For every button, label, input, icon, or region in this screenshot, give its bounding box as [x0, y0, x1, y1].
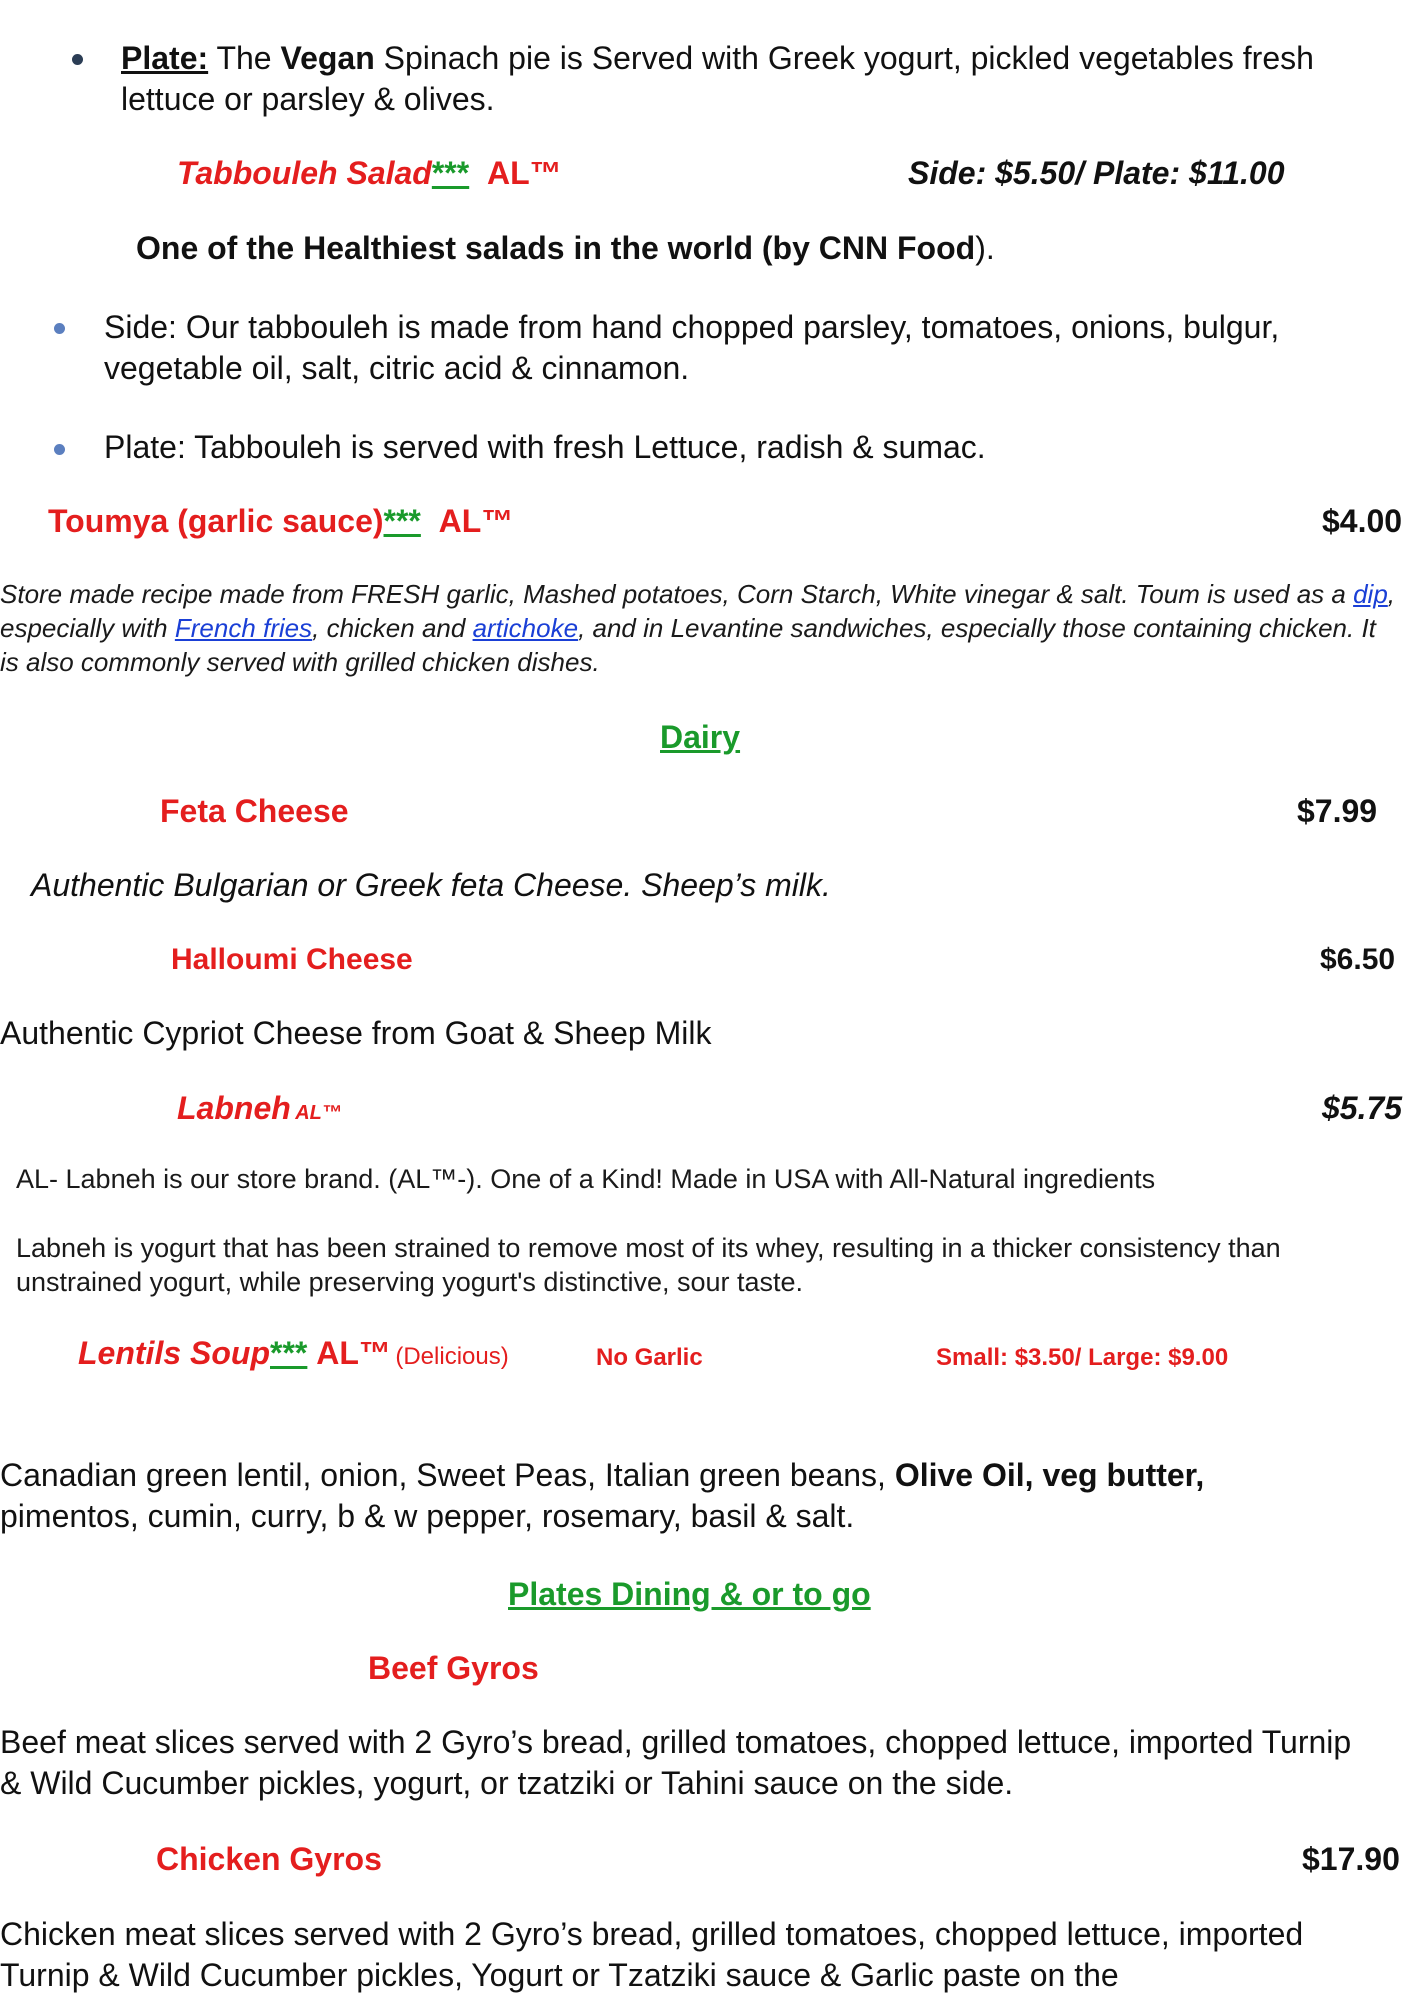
- lentils-brand: AL™: [316, 1335, 391, 1371]
- lentils-price: Small: $3.50/ Large: $9.00: [936, 1344, 1229, 1371]
- tabbouleh-plate-desc: Plate: Tabbouleh is served with fresh Lettuce, radish & sumac.: [104, 429, 986, 465]
- labneh-title: [177, 1090, 342, 1127]
- tabbouleh-brand: AL™: [486, 155, 562, 191]
- beef-gyros-name: Beef Gyros: [368, 1650, 539, 1686]
- tabbouleh-title: [177, 155, 562, 192]
- bullet-icon: [72, 54, 83, 65]
- french-fries-link[interactable]: French fries: [174, 613, 313, 643]
- plate-label: Plate:: [121, 40, 209, 76]
- tabbouleh-tagline: One of the Healthiest salads in the world (by CNN Food).: [136, 230, 995, 266]
- labneh-name: Labneh: [177, 1090, 291, 1126]
- labneh-brand: AL™: [295, 1102, 342, 1124]
- halloumi-price: $6.50: [1320, 943, 1396, 976]
- lentils-name: Lentils Soup: [78, 1335, 270, 1371]
- toumya-title: [48, 503, 513, 540]
- dairy-heading: Dairy: [660, 719, 741, 755]
- chicken-gyros-price: $17.90: [1302, 1841, 1400, 1877]
- lentils-note: (Delicious): [395, 1343, 509, 1370]
- halloumi-name: Halloumi Cheese: [171, 943, 413, 976]
- feta-name: Feta Cheese: [160, 793, 349, 829]
- labneh-desc-2: Labneh is yogurt that has been strained to remove most of its whey, resulting in a thicker consistency than unstrained yogurt, while preserving yogurt's distinctive, sour taste.: [16, 1233, 1281, 1297]
- vegan-plate-desc: Plate: The Vegan Spinach pie is Served with Greek yogurt, pickled vegetables fresh lettuce or parsley & olives.: [121, 40, 1314, 117]
- tabbouleh-price: Side: $5.50/ Plate: $11.00: [908, 155, 1285, 191]
- tabbouleh-name: Tabbouleh Salad: [177, 155, 432, 191]
- bullet-icon: [54, 444, 65, 455]
- halloumi-desc: Authentic Cypriot Cheese from Goat & Sheep Milk: [0, 1015, 712, 1051]
- tabbouleh-side-desc: Side: Our tabbouleh is made from hand chopped parsley, tomatoes, onions, bulgur, vegetable oil, salt, citric acid & cinnamon.: [104, 309, 1280, 386]
- toumya-brand: AL™: [438, 503, 514, 539]
- artichoke-link[interactable]: artichoke: [472, 613, 579, 643]
- vegan-label: Vegan: [280, 40, 375, 76]
- feta-desc: Authentic Bulgarian or Greek feta Cheese. Sheep’s milk.: [31, 867, 831, 903]
- lentils-desc: Canadian green lentil, onion, Sweet Peas, Italian green beans, Olive Oil, veg butter, pimentos, cumin, curry, b & w pepper, rosemary, basil & salt.: [0, 1457, 1205, 1534]
- toumya-price: $4.00: [1322, 503, 1403, 539]
- toumya-name: Toumya (garlic sauce): [48, 503, 384, 539]
- beef-gyros-desc: Beef meat slices served with 2 Gyro’s bread, grilled tomatoes, chopped lettuce, imported Turnip & Wild Cucumber pickles, yogurt, or tzatziki or Tahini sauce on the side.: [0, 1724, 1352, 1801]
- labneh-price: $5.75: [1322, 1090, 1403, 1126]
- tabbouleh-stars: ***: [431, 155, 470, 191]
- plates-heading: Plates Dining & or to go: [508, 1576, 871, 1612]
- lentils-stars: ***: [270, 1335, 308, 1371]
- lentils-title: [78, 1335, 509, 1372]
- chicken-gyros-desc: Chicken meat slices served with 2 Gyro’s bread, grilled tomatoes, chopped lettuce, imported Turnip & Wild Cucumber pickles, Yogurt or Tzatziki sauce & Garlic paste on the: [0, 1916, 1304, 1993]
- chicken-gyros-name: Chicken Gyros: [156, 1841, 382, 1877]
- lentils-no-garlic: No Garlic: [596, 1344, 703, 1371]
- labneh-desc-1: AL- Labneh is our store brand. (AL™-). One of a Kind! Made in USA with All-Natural ingredients: [16, 1164, 1156, 1194]
- toumya-desc: Store made recipe made from FRESH garlic, Mashed potatoes, Corn Starch, White vinegar & salt. Toum is used as a dip, especially with French fries, chicken and artichoke, and in Levantine sandwiches, especially those containing chicken. It is also commonly served with grilled chicken dishes.: [0, 579, 1396, 677]
- feta-price: $7.99: [1297, 793, 1378, 829]
- toumya-stars: ***: [383, 503, 421, 539]
- dip-link[interactable]: dip: [1353, 579, 1388, 609]
- bullet-icon: [54, 323, 65, 334]
